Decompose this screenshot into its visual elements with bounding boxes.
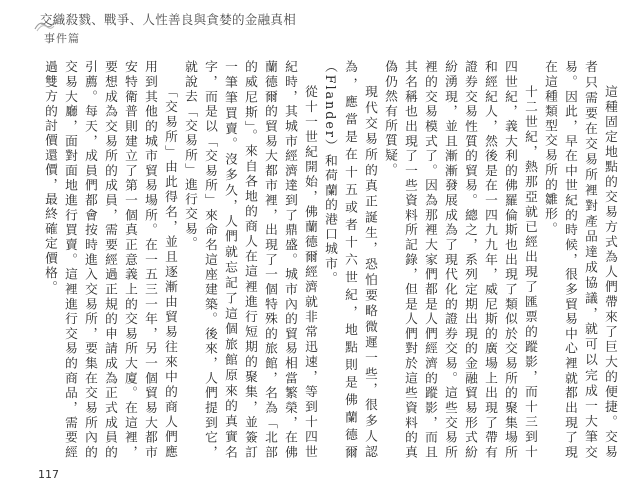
body-text-area bbox=[40, 60, 618, 460]
paragraph: 「交易所」由此得名，並且逐漸由貿易往來中的商人們應用到其他的城市貿易場所。在一五三一年，另一個貿易大都市安特衛普則建立了第一個真正意義上的交易所大廈。在這裡，要想成為交易所的成員，需要經過正規的申請成為正式成員的引薦。每天，成員們都會按時進入交易所，要集在交易所內的交易大廳，面對面地進行買賣。這裡進行交易的商品，需要經過雙方的討價還價，最終確定價格。 bbox=[43, 60, 178, 460]
page-number: 117 bbox=[38, 468, 59, 481]
paragraph: 現代交易所的真正誕生，恐怕要略微遲一些，很多人認為，應當是在十五或者十六世紀，地點則是佛蘭德爾（Flander）和荷蘭的港口城市。 bbox=[323, 60, 378, 460]
book-title: 交織殺戮、戰爭、人性善良與貪婪的金融真相 bbox=[40, 12, 297, 27]
paragraph: 這種固定地點的交易方式為人們帶來了巨大的便捷。交易者只需要在交易所裡對產品達成協議，就可以完成一大筆交易。因此，早在中世紀的時候，很多貿易中心裡就都出現了現在這種類型交易所的雛形。 bbox=[543, 60, 618, 460]
vertical-text-column bbox=[40, 60, 620, 460]
paragraph: 從十一世紀開始，佛蘭德爾經濟就非常迅速，等到十四世紀時，其城市經濟達到了鼎盛。城市內的貿易相當繁榮，在佛蘭德爾的貿易大都市裡，出現了一個特殊的旅館，名為「北部的威尼斯」。來自各地的商人在這裡進行短期的聚集，並簽訂一筆筆買賣。沒多久，人們就忘記了這個旅館原來的真實名字，而是以「交易所」來命名這座建築。後來，人們提到它，就說去「交易所」進行交易。 bbox=[183, 60, 318, 460]
paragraph: 十二世紀，熱那亞就已經出現了匯票的蹤影，而十三到十四世紀，義大利的佛羅倫斯也出現了類似於交易所的聚集場所和經紀人，然後是在一四九九年，威尼斯的廣場上出現了帶有證券交易性質的貿易。總之，系列定期出現的金融貿易形式紛紛湧現，並且漸漸發展成為了現代化的證券交易。這些交易所裡的交易模式了。因為那裡大家們都是人們經濟的蹤影，而且其名稱也出現了一些資料所記錄，但是人們對於這些資料的真偽仍然有所質疑。 bbox=[383, 60, 538, 460]
section-label: 事件篇 bbox=[44, 32, 80, 45]
